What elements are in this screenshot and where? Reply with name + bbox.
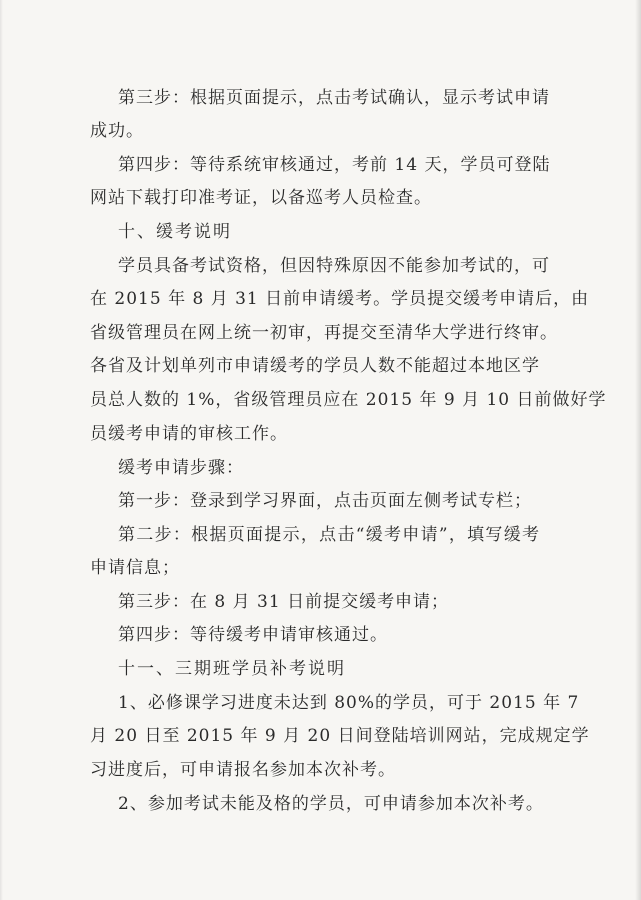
makeup-item1-line1: 1、必修课学习进度未达到 80%的学员，可于 2015 年 7 bbox=[118, 693, 580, 713]
section-11-heading: 十一、三期班学员补考说明 bbox=[118, 659, 346, 679]
deferral-para-line3: 省级管理员在网上统一初审，再提交至清华大学进行终审。 bbox=[90, 323, 558, 343]
scan-left-shadow bbox=[0, 0, 3, 900]
deferral-step2-line2: 申请信息； bbox=[90, 558, 180, 578]
deferral-para-line2: 在 2015 年 8 月 31 日前申请缓考。学员提交缓考申请后，由 bbox=[90, 289, 590, 309]
makeup-item1-line2: 月 20 日至 2015 年 9 月 20 日间登陆培训网站，完成规定学 bbox=[90, 726, 590, 746]
makeup-item1-line3: 习进度后，可申请报名参加本次补考。 bbox=[90, 760, 396, 780]
deferral-step2-line1: 第二步：根据页面提示，点击“缓考申请”，填写缓考 bbox=[118, 525, 540, 545]
deferral-para-line1: 学员具备考试资格，但因特殊原因不能参加考试的，可 bbox=[118, 256, 550, 276]
deferral-step1: 第一步：登录到学习界面，点击页面左侧考试专栏； bbox=[118, 491, 532, 511]
step4-exam-line2: 网站下载打印准考证，以备巡考人员检查。 bbox=[90, 188, 432, 208]
step3-exam-confirm-line1: 第三步：根据页面提示，点击考试确认，显示考试申请 bbox=[118, 88, 550, 108]
step4-exam-line1: 第四步：等待系统审核通过，考前 14 天，学员可登陆 bbox=[118, 155, 551, 175]
deferral-para-line4: 各省及计划单列市申请缓考的学员人数不能超过本地区学 bbox=[90, 356, 540, 376]
makeup-item2: 2、参加考试未能及格的学员，可申请参加本次补考。 bbox=[118, 794, 544, 814]
section-10-heading: 十、缓考说明 bbox=[118, 222, 232, 242]
deferral-step4: 第四步：等待缓考申请审核通过。 bbox=[118, 625, 388, 645]
deferral-para-line5: 员总人数的 1%，省级管理员应在 2015 年 9 月 10 日前做好学 bbox=[90, 390, 607, 410]
deferral-steps-title: 缓考申请步骤： bbox=[118, 458, 244, 478]
deferral-para-line6: 员缓考申请的审核工作。 bbox=[90, 424, 288, 444]
deferral-step3: 第三步：在 8 月 31 日前提交缓考申请； bbox=[118, 592, 450, 612]
step3-exam-confirm-line2: 成功。 bbox=[90, 121, 144, 141]
scan-right-shadow bbox=[635, 0, 641, 900]
